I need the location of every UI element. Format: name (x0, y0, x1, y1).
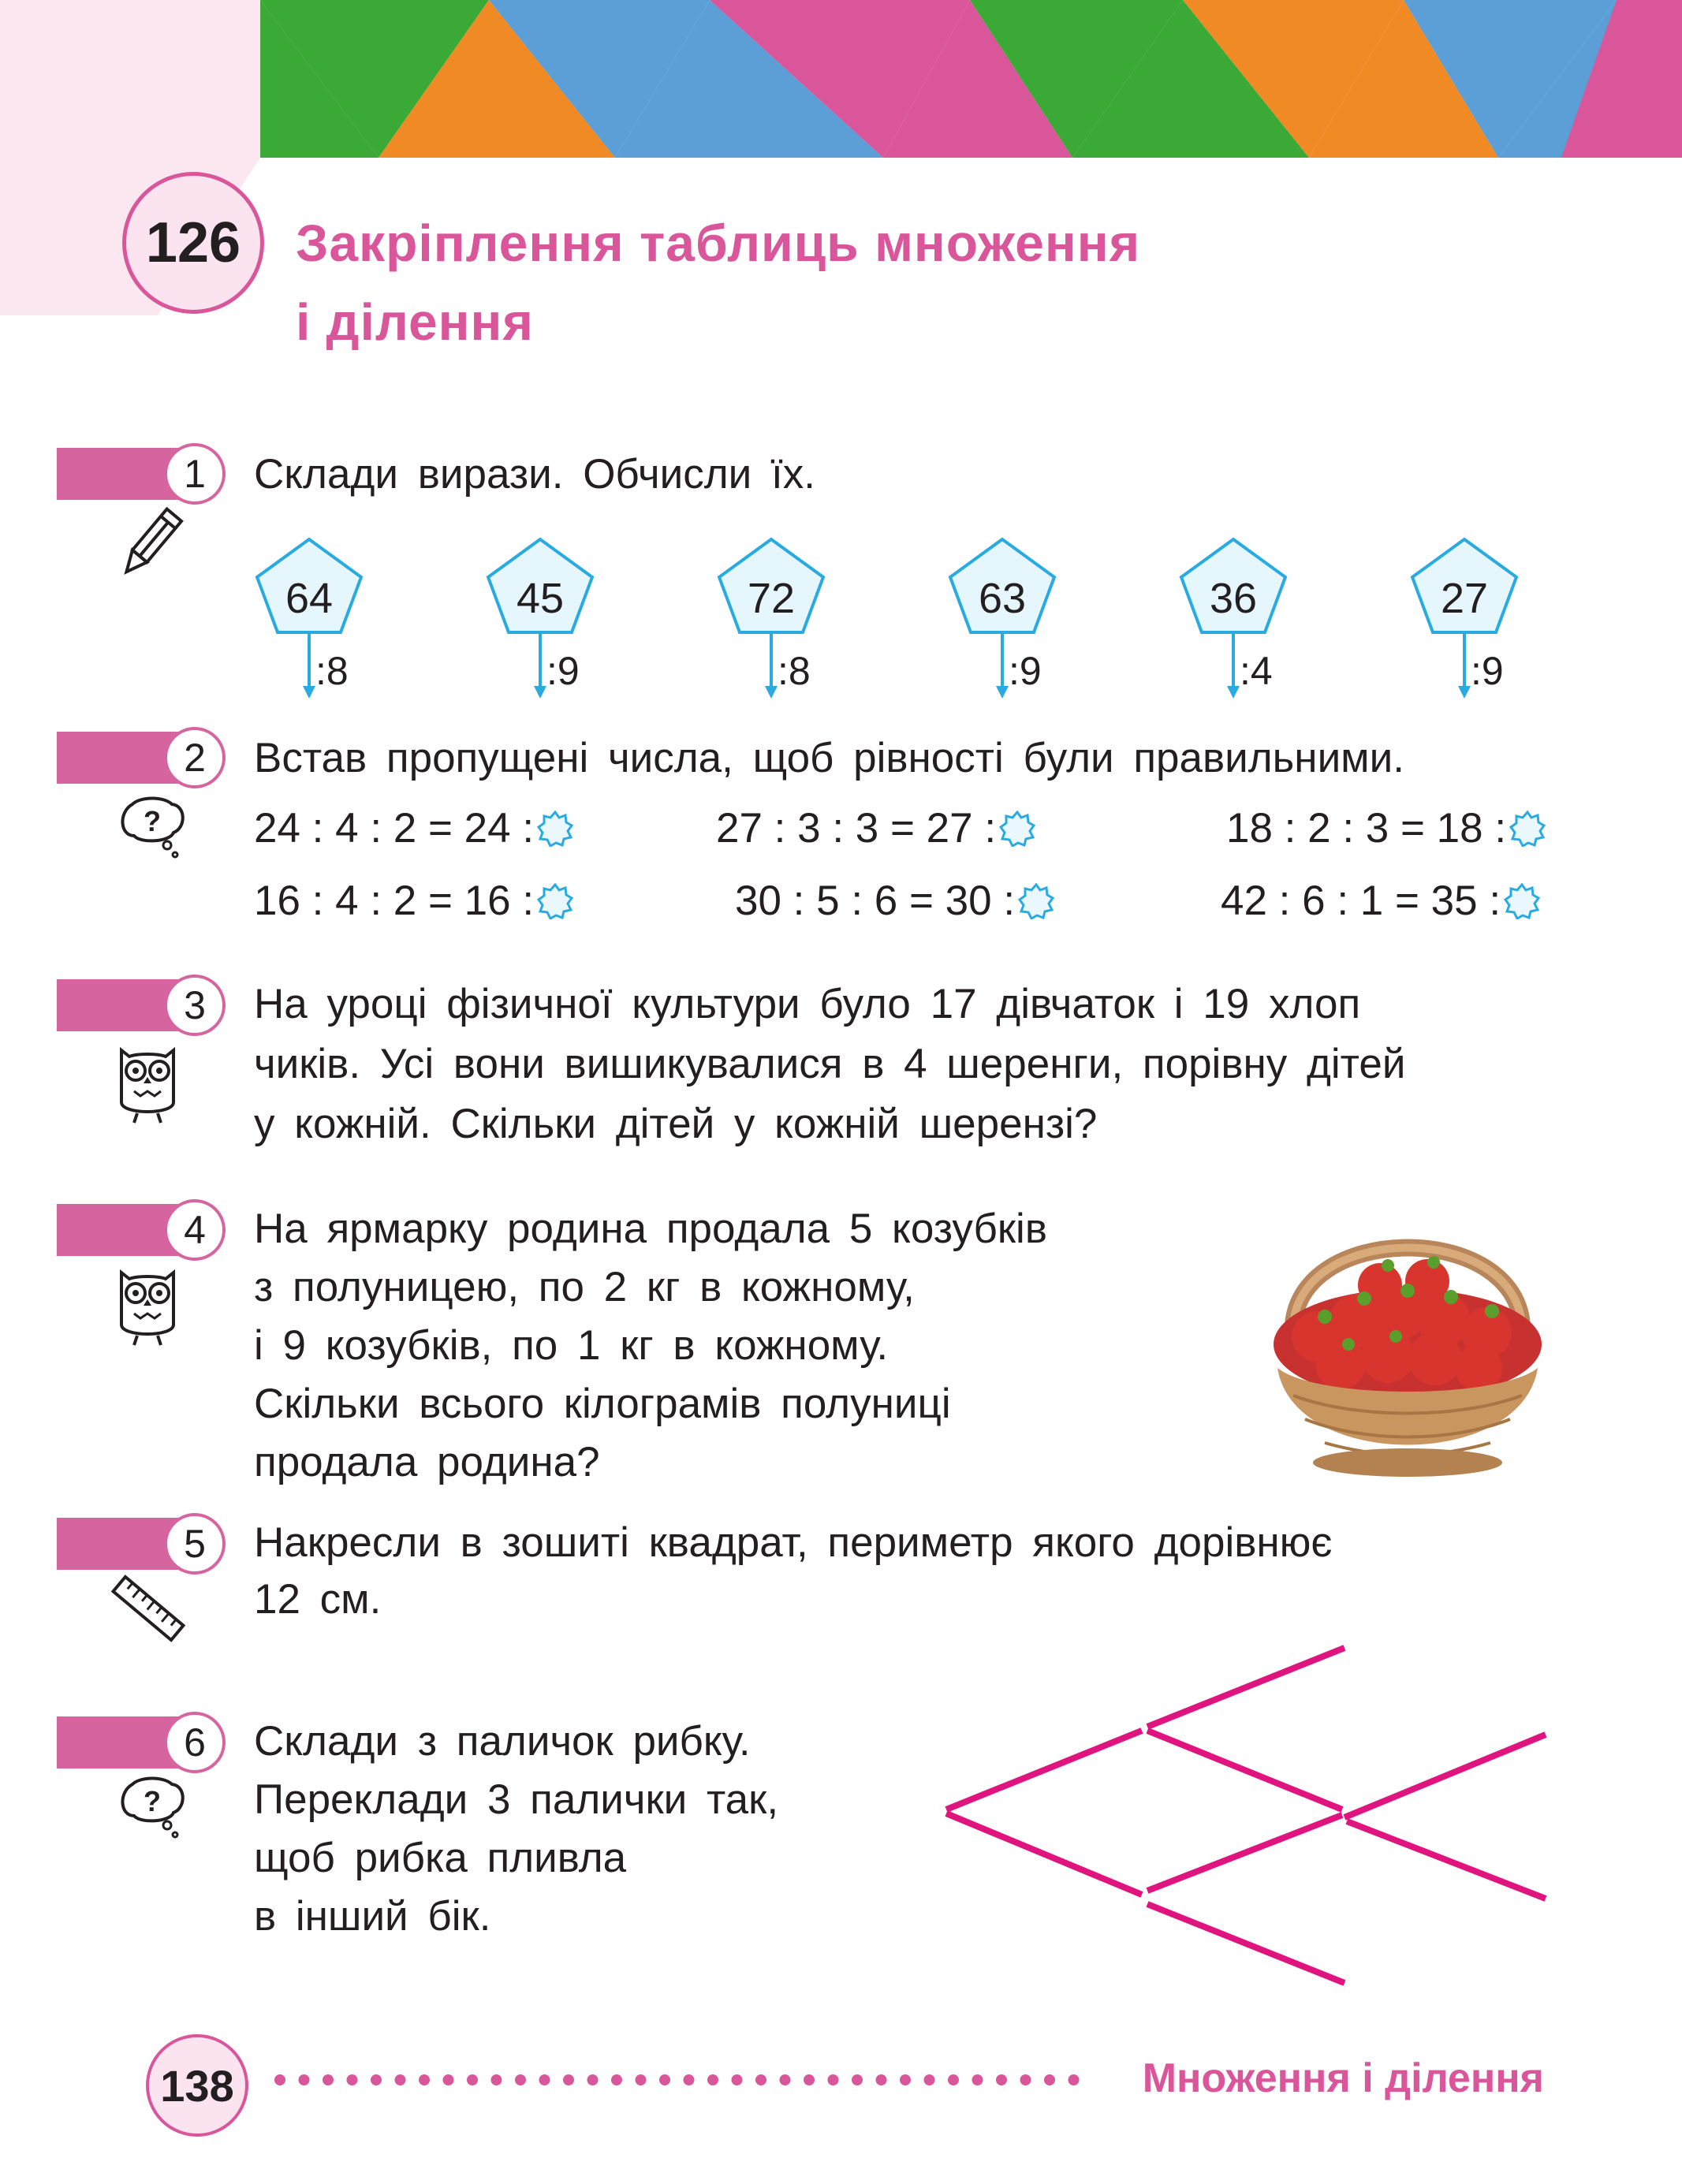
pentagon-expression (485, 536, 603, 725)
equation-text: 27 : 3 : 3 = 27 : (716, 805, 997, 852)
task-5-text-line: Накресли в зошиті квадрат, периметр якого дорівнює (254, 1519, 1333, 1566)
pentagon-divisor: :9 (546, 649, 580, 693)
pentagon-icon (716, 536, 834, 725)
equation (254, 804, 573, 852)
divider-dot (948, 2074, 959, 2085)
divider-dot (684, 2074, 695, 2085)
task-number: 3 (164, 975, 226, 1036)
task-2-text: Встав пропущені числа, щоб рівності були правильними. (254, 735, 1404, 781)
lesson-title-line1: Закріплення таблиць множення (296, 214, 1141, 272)
lesson-number: 126 (122, 172, 264, 314)
task-6-text-line: в інший бік. (254, 1893, 491, 1940)
pentagon-expression (254, 536, 372, 725)
divider-dot (347, 2074, 358, 2085)
pencil-icon (110, 505, 189, 583)
divider-dot (563, 2074, 574, 2085)
divider-dot (636, 2074, 647, 2085)
question-bubble-icon (117, 1776, 188, 1839)
divider-dot (395, 2074, 406, 2085)
stick (946, 1731, 1142, 1809)
task-3-text-line: На уроці фізичної культури було 17 дівчаток і 19 хлоп (254, 981, 1361, 1027)
owl-icon (112, 1039, 183, 1126)
blank-star-icon[interactable] (999, 811, 1035, 847)
task-4-text-line: з полуницею, по 2 кг в кожному, (254, 1264, 915, 1310)
task-number: 1 (164, 443, 226, 505)
divider-dot (611, 2074, 622, 2085)
task-5-text-line: 12 см. (254, 1576, 382, 1623)
pentagon-expression (1178, 536, 1296, 725)
section-title: Множення і ділення (1142, 2055, 1544, 2101)
pentagon-divisor: :9 (1009, 649, 1042, 693)
task-6-text-line: Переклади 3 палички так, (254, 1776, 779, 1823)
equation-text: 24 : 4 : 2 = 24 : (254, 805, 535, 852)
pentagon-value: 45 (516, 575, 565, 622)
divider-dot (274, 2074, 285, 2085)
divider-dot (323, 2074, 334, 2085)
divider-dot (900, 2074, 911, 2085)
divider-dot (1020, 2074, 1031, 2085)
divider-dot (852, 2074, 863, 2085)
equation-text: 16 : 4 : 2 = 16 : (254, 878, 535, 924)
equation-text: 18 : 2 : 3 = 18 : (1226, 805, 1507, 852)
pentagon-value: 72 (747, 575, 796, 622)
ruler-icon (109, 1569, 188, 1648)
task-4-text-line: і 9 козубків, по 1 кг в кожному. (254, 1322, 889, 1369)
pentagon-value: 36 (1209, 575, 1258, 622)
stick (1347, 1821, 1546, 1899)
divider-dot (587, 2074, 599, 2085)
pentagon-icon (947, 536, 1065, 725)
task-number: 4 (164, 1199, 226, 1261)
task-3-text-line: у кожній. Скільки дітей у кожній шерензі? (254, 1101, 1098, 1147)
task-number: 5 (164, 1513, 226, 1575)
pentagon-icon (485, 536, 603, 725)
task-4-text-line: продала родина? (254, 1439, 600, 1485)
task-6-text-line: щоб рибка пливла (254, 1835, 627, 1881)
svg-text:?: ? (144, 805, 161, 837)
lesson-title-line2: і ділення (296, 293, 534, 351)
equation (716, 804, 1035, 852)
divider-dot (828, 2074, 839, 2085)
equation (1221, 877, 1540, 925)
divider-dot (924, 2074, 935, 2085)
pentagon-divisor: :9 (1471, 649, 1504, 693)
stick-fish-diagram (938, 1632, 1553, 2003)
stick (1147, 1731, 1342, 1809)
divider-dot (659, 2074, 670, 2085)
task-number: 2 (164, 727, 226, 788)
dotted-divider (272, 2072, 1100, 2088)
divider-dot (755, 2074, 766, 2085)
owl-icon (112, 1262, 183, 1348)
pentagon-expression (716, 536, 834, 725)
pentagon-icon (1409, 536, 1527, 725)
blank-star-icon[interactable] (537, 883, 573, 919)
divider-dot (371, 2074, 382, 2085)
pentagon-icon (1178, 536, 1296, 725)
blank-star-icon[interactable] (1509, 811, 1546, 847)
pentagon-expression (947, 536, 1065, 725)
task-3-text-line: чиків. Усі вони вишикувалися в 4 шеренги, порівну дітей (254, 1041, 1406, 1087)
pentagon-value: 27 (1440, 575, 1489, 622)
blank-star-icon[interactable] (1504, 883, 1540, 919)
divider-dot (876, 2074, 887, 2085)
strawberry-basket-image (1262, 1187, 1553, 1486)
divider-dot (299, 2074, 310, 2085)
stick (1147, 1815, 1342, 1891)
stick (1147, 1904, 1344, 1983)
equation (254, 877, 573, 925)
divider-dot (972, 2074, 983, 2085)
pentagon-divisor: :8 (315, 649, 349, 693)
task-1-text: Склади вирази. Обчисли їх. (254, 451, 815, 498)
svg-text:?: ? (144, 1785, 161, 1817)
equation-text: 30 : 5 : 6 = 30 : (735, 878, 1016, 924)
divider-dot (804, 2074, 815, 2085)
stick (1147, 1648, 1344, 1727)
divider-dot (996, 2074, 1007, 2085)
equation (735, 877, 1054, 925)
equation (1226, 804, 1546, 852)
divider-dot (539, 2074, 550, 2085)
pentagon-icon (254, 536, 372, 725)
divider-dot (515, 2074, 526, 2085)
task-number: 6 (164, 1712, 226, 1773)
equation-text: 42 : 6 : 1 = 35 : (1221, 878, 1501, 924)
pentagon-value: 64 (285, 575, 334, 622)
divider-dot (443, 2074, 454, 2085)
question-bubble-icon (117, 796, 188, 859)
pentagon-expression (1409, 536, 1527, 725)
divider-dot (491, 2074, 502, 2085)
divider-dot (1068, 2074, 1080, 2085)
task-6-text-line: Склади з паличок рибку. (254, 1718, 751, 1765)
pentagon-divisor: :4 (1240, 649, 1273, 693)
divider-dot (467, 2074, 478, 2085)
divider-dot (707, 2074, 718, 2085)
pentagon-value: 63 (978, 575, 1027, 622)
divider-dot (1044, 2074, 1055, 2085)
blank-star-icon[interactable] (537, 811, 573, 847)
stick (946, 1813, 1142, 1895)
divider-dot (732, 2074, 743, 2085)
pentagon-divisor: :8 (778, 649, 811, 693)
task-4-text-line: Скільки всього кілограмів полуниці (254, 1381, 951, 1427)
task-4-text-line: На ярмарку родина продала 5 козубків (254, 1206, 1047, 1252)
page-number: 138 (146, 2034, 248, 2137)
stick (1344, 1735, 1546, 1817)
blank-star-icon[interactable] (1018, 883, 1054, 919)
divider-dot (419, 2074, 430, 2085)
divider-dot (780, 2074, 791, 2085)
